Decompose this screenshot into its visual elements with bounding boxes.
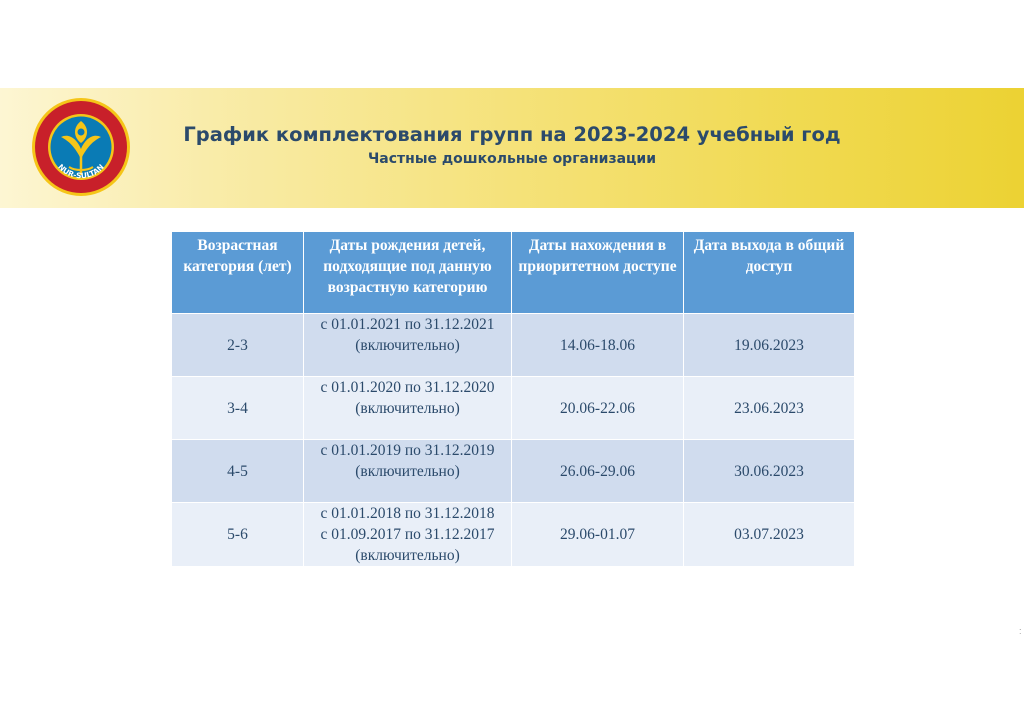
cell-release-date: 23.06.2023 bbox=[684, 377, 855, 440]
nur-sultan-emblem-icon bbox=[31, 97, 131, 197]
birth-note: (включительно) bbox=[355, 337, 460, 354]
birth-range: с 01.01.2018 по 31.12.2018 bbox=[320, 505, 495, 522]
column-header-release-date: Дата выхода в общий доступ bbox=[684, 232, 855, 314]
cell-age: 4-5 bbox=[172, 440, 304, 503]
table-row bbox=[172, 503, 855, 567]
birth-note: (включительно) bbox=[355, 463, 460, 480]
birth-range: с 01.01.2021 по 31.12.2021 bbox=[320, 316, 495, 333]
cell-birth-dates bbox=[304, 503, 512, 567]
table-row bbox=[172, 377, 855, 440]
table-row bbox=[172, 314, 855, 377]
cell-age: 3-4 bbox=[172, 377, 304, 440]
birth-note: (включительно) bbox=[355, 547, 460, 564]
page-subtitle: Частные дошкольные организации bbox=[367, 151, 657, 167]
cell-age: 2-3 bbox=[172, 314, 304, 377]
cell-priority-dates: 26.06-29.06 bbox=[512, 440, 684, 503]
cell-age: 5-6 bbox=[172, 503, 304, 567]
cell-priority-dates: 29.06-01.07 bbox=[512, 503, 684, 567]
page-edge-mark: : bbox=[1019, 626, 1022, 636]
birth-range: с 01.01.2020 по 31.12.2020 bbox=[320, 379, 495, 396]
cell-priority-dates: 20.06-22.06 bbox=[512, 377, 684, 440]
enrollment-schedule-table bbox=[171, 231, 855, 567]
birth-range-extra: с 01.09.2017 по 31.12.2017 bbox=[320, 526, 495, 543]
cell-priority-dates: 14.06-18.06 bbox=[512, 314, 684, 377]
cell-birth-dates bbox=[304, 314, 512, 377]
cell-birth-dates bbox=[304, 377, 512, 440]
logo-text: NUR-SULTAN bbox=[56, 162, 106, 181]
cell-release-date: 03.07.2023 bbox=[684, 503, 855, 567]
page-title: График комплектования групп на 2023-2024 учебный год bbox=[183, 123, 841, 146]
birth-note: (включительно) bbox=[355, 400, 460, 417]
column-header-priority-dates: Даты нахождения в приоритетном доступе bbox=[512, 232, 684, 314]
cell-birth-dates bbox=[304, 440, 512, 503]
title-block bbox=[150, 122, 874, 169]
birth-range: с 01.01.2019 по 31.12.2019 bbox=[320, 442, 495, 459]
cell-release-date: 19.06.2023 bbox=[684, 314, 855, 377]
column-header-birth-dates: Даты рождения детей, подходящие под данную возрастную категорию bbox=[304, 232, 512, 314]
cell-release-date: 30.06.2023 bbox=[684, 440, 855, 503]
table-row bbox=[172, 440, 855, 503]
column-header-age: Возрастная категория (лет) bbox=[172, 232, 304, 314]
table-header-row bbox=[172, 232, 855, 314]
